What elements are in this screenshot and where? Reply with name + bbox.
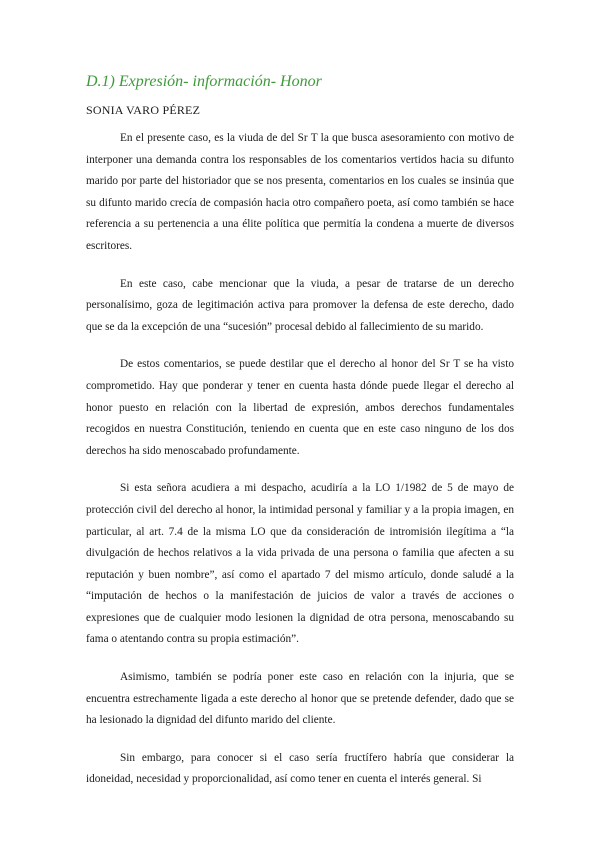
paragraph-4: Si esta señora acudiera a mi despacho, acudiría a la LO 1/1982 de 5 de mayo de protección civil del derecho al honor, la intimidad personal y familiar y a la propia imagen, en particular, al art. 7.4 de la misma LO que da consideración de intromisión ilegítima a “la divulgación de hechos relativos a la vida privada de una persona o familia que afecten a su reputación y buen nombre”, así como el apartado 7 del mismo artículo, donde saludé a la “imputación de hechos o la manifestación de juicios de valor a través de acciones o expresiones que de cualquier modo lesionen la dignidad de otra persona, menoscabando su fama o atentando contra su propia estimación”. [86,482,514,646]
paragraph-3: De estos comentarios, se puede destilar que el derecho al honor del Sr T se ha visto comprometido. Hay que ponderar y tener en cuenta hasta dónde puede llegar el derecho al honor puesto en relación con la libertad de expresión, ambos derechos fundamentales recogidos en nuestra Constitución, teniendo en cuenta que en este caso ninguno de los dos derechos ha sido menoscabado profundamente. [86,358,514,457]
paragraph-2: En este caso, cabe mencionar que la viuda, a pesar de tratarse de un derecho personalísimo, goza de legitimación activa para promover la defensa de este derecho, dado que se da la excepción de una “sucesión” procesal debido al fallecimiento de su marido. [86,277,514,333]
author-name: SONIA VARO PÉREZ [86,103,201,117]
section-heading: D.1) Expresión- información- Honor [86,73,322,90]
paragraph-6: Sin embargo, para conocer si el caso sería fructífero habría que considerar la idoneidad, necesidad y proporcionalidad, así como tener en cuenta el interés general. Si [86,751,514,786]
paragraph-1: En el presente caso, es la viuda de del Sr T la que busca asesoramiento con motivo de interponer una demanda contra los responsables de los comentarios vertidos hacia su difunto marido por parte del historiador que se nos presenta, comentarios en los cuales se insinúa que su difunto marido crecía de compasión hacia otro compañero poeta, así como también se hace referencia a su pertenencia a una élite política que permitía la condena a muerte de diversos escritores. [86,132,514,252]
paragraph-5: Asimismo, también se podría poner este caso en relación con la injuria, que se encuentra estrechamente ligada a este derecho al honor que se pretende defender, dado que se ha lesionado la dignidad del difunto marido del cliente. [86,671,514,727]
document-page [86,72,514,791]
